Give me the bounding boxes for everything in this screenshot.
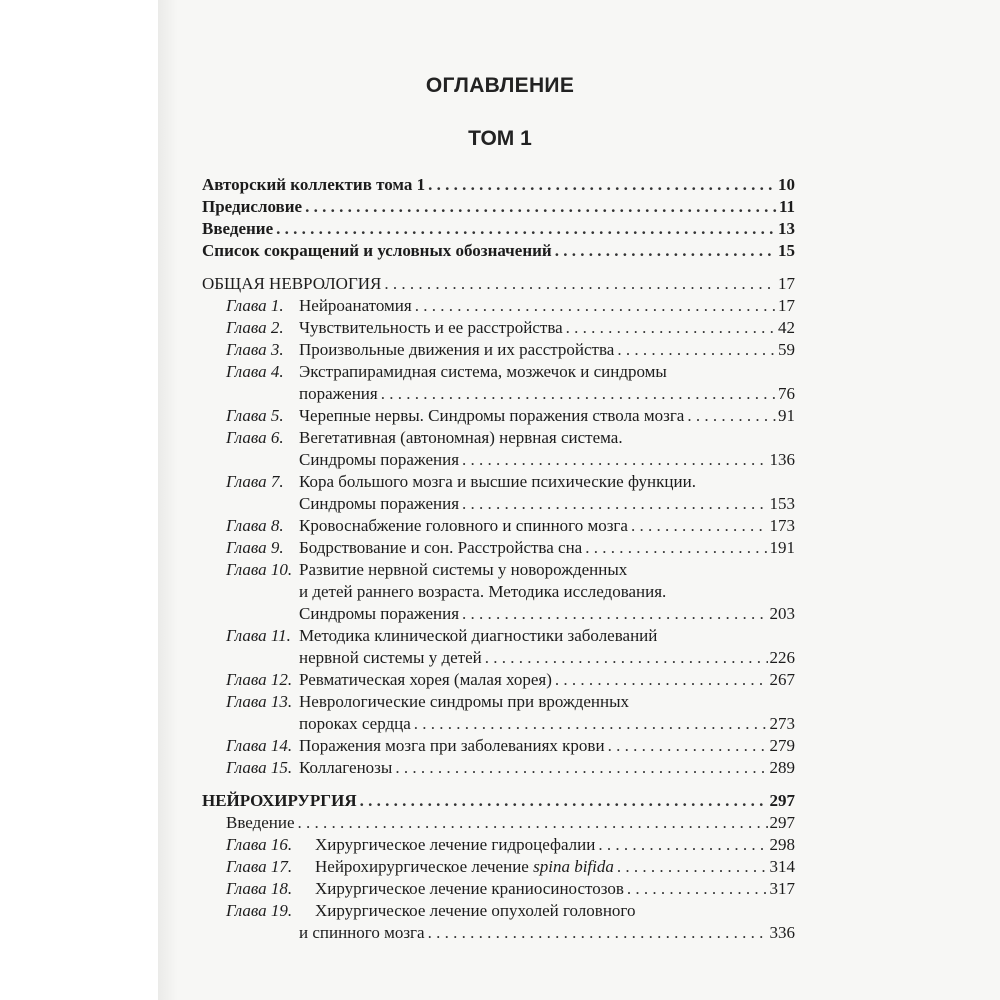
page-number: 42	[778, 318, 795, 337]
chapter-title-line: Развитие нервной системы у новорожденных	[299, 560, 628, 579]
section-heading: НЕЙРОХИРУРГИЯ . . . 297	[202, 790, 795, 812]
page-number: 226	[769, 648, 795, 667]
chapter-label: Глава 6.	[226, 428, 284, 447]
dot-leader	[585, 537, 767, 559]
toc-heading: ОГЛАВЛЕНИЕ	[425, 74, 575, 97]
chapter-label: Глава 16.	[226, 835, 293, 854]
toc-entry: Предисловие . . . 11	[202, 196, 795, 218]
chapter-entry	[202, 405, 795, 427]
section-neurosurgery	[202, 790, 795, 944]
chapter-label: Глава 18.	[226, 879, 293, 898]
chapter-label: Глава 1.	[226, 296, 284, 315]
chapter-title: Поражения мозга при заболеваниях крови	[299, 735, 608, 757]
chapter-entry	[202, 691, 795, 713]
toc-entry: Введение . . . 297	[202, 812, 795, 834]
page-number: 173	[769, 516, 795, 535]
chapter-entry	[202, 559, 795, 581]
chapter-label: Глава 5.	[226, 406, 284, 425]
page-number: 17	[778, 296, 795, 315]
chapter-label: Глава 4.	[226, 362, 284, 381]
chapter-title: Черепные нервы. Синдромы поражения ствола мозга	[299, 405, 687, 427]
page-number: 76	[778, 384, 795, 403]
chapter-title: Синдромы поражения	[299, 493, 462, 515]
chapter-title-line: Методика клинической диагностики заболеваний	[299, 626, 658, 645]
chapter-label: Глава 10.	[226, 560, 293, 579]
page-number: 59	[778, 340, 795, 359]
dot-leader	[617, 339, 776, 361]
chapter-title: Коллагенозы	[299, 757, 395, 779]
chapter-title-line: Вегетативная (автономная) нервная система.	[299, 428, 623, 447]
dot-leader	[687, 405, 776, 427]
chapter-entry	[202, 757, 795, 779]
dot-leader	[485, 647, 768, 669]
toc-entry: Авторский коллектив тома 1 . . . 10	[202, 174, 795, 196]
chapter-title: Синдромы поражения	[299, 449, 462, 471]
chapter-entry	[202, 295, 795, 317]
page-number: 91	[778, 406, 795, 425]
chapter-label: Глава 13.	[226, 692, 293, 711]
chapter-title: Чувствительность и ее расстройства	[299, 317, 566, 339]
dot-leader	[462, 603, 767, 625]
chapter-entry-cont	[202, 647, 795, 669]
chapter-title: Ревматическая хорея (малая хорея)	[299, 669, 555, 691]
chapter-entry: Глава 19. Хирургическое лечение опухолей головного	[226, 901, 636, 920]
volume-title: ТОМ 1	[468, 127, 532, 150]
chapter-label: Глава 14.	[226, 736, 293, 755]
chapter-title: Произвольные движения и их расстройства	[299, 339, 617, 361]
page-number: 203	[769, 604, 795, 623]
dot-leader	[462, 449, 767, 471]
chapter-label: Глава 12.	[226, 670, 293, 689]
chapter-entry-cont	[202, 449, 795, 471]
page-number: 191	[769, 538, 795, 557]
dot-leader	[414, 713, 768, 735]
dot-leader	[608, 735, 768, 757]
chapter-title: нервной системы у детей	[299, 647, 485, 669]
chapter-entry-cont	[202, 581, 795, 603]
chapter-label: Глава 8.	[226, 516, 284, 535]
section-heading: ОБЩАЯ НЕВРОЛОГИЯ . . . 17	[202, 273, 795, 295]
chapter-title: поражения	[299, 383, 381, 405]
chapter-label: Глава 11.	[226, 626, 291, 645]
dot-leader	[631, 515, 768, 537]
chapter-entry	[202, 471, 795, 493]
chapter-title: пороках сердца	[299, 713, 414, 735]
section-general-neurology	[202, 273, 795, 779]
chapter-title: Синдромы поражения	[299, 603, 462, 625]
chapter-title-line: и детей раннего возраста. Методика исследования.	[299, 582, 667, 601]
chapter-title: Кровоснабжение головного и спинного мозга	[299, 515, 631, 537]
chapter-label: Глава 7.	[226, 472, 284, 491]
chapter-label: Глава 2.	[226, 318, 284, 337]
chapter-entry	[202, 427, 795, 449]
chapter-label: Глава 17.	[226, 857, 293, 876]
page-number: 279	[769, 736, 795, 755]
chapter-entry: Глава 16. Хирургическое лечение гидроцефалии . . . 298	[202, 834, 795, 856]
dot-leader	[555, 669, 768, 691]
chapter-entry	[202, 361, 795, 383]
page-number: 289	[769, 758, 795, 777]
dot-leader	[381, 383, 776, 405]
chapter-label: Глава 15.	[226, 758, 293, 777]
chapter-entry	[202, 537, 795, 559]
toc-entry: Список сокращений и условных обозначений . . . 15	[202, 240, 795, 262]
front-matter	[202, 174, 795, 262]
chapter-entry-cont	[202, 383, 795, 405]
page-number: 136	[769, 450, 795, 469]
page-number: 273	[769, 714, 795, 733]
chapter-entry-cont: и спинного мозга . . . 336	[202, 922, 795, 944]
chapter-entry	[202, 669, 795, 691]
chapter-entry	[202, 515, 795, 537]
chapter-entry	[202, 339, 795, 361]
chapter-entry-cont	[202, 713, 795, 735]
chapter-title-line: Экстрапирамидная система, мозжечок и синдромы	[299, 362, 667, 381]
page-number: 267	[769, 670, 795, 689]
chapter-label: Глава 3.	[226, 340, 284, 359]
chapter-entry	[202, 625, 795, 647]
chapter-label: Глава 19.	[226, 901, 293, 920]
page-number: 153	[769, 494, 795, 513]
chapter-entry-cont	[202, 603, 795, 625]
chapter-title: Нейроанатомия	[299, 295, 415, 317]
chapter-entry-cont	[202, 493, 795, 515]
chapter-title-line: Неврологические синдромы при врожденных	[299, 692, 629, 711]
dot-leader	[395, 757, 767, 779]
dot-leader	[566, 317, 776, 339]
chapter-entry: Глава 17. Нейрохирургическое лечение spina bifida . . . 314	[202, 856, 795, 878]
dot-leader	[415, 295, 776, 317]
chapter-entry	[202, 317, 795, 339]
dot-leader	[462, 493, 767, 515]
chapter-label: Глава 9.	[226, 538, 284, 557]
chapter-entry: Глава 18. Хирургическое лечение краниосиностозов . . . 317	[202, 878, 795, 900]
chapter-title-line: Кора большого мозга и высшие психические функции.	[299, 472, 696, 491]
chapter-entry	[202, 735, 795, 757]
chapter-title: Бодрствование и сон. Расстройства сна	[299, 537, 585, 559]
toc-entry: Введение . . . 13	[202, 218, 795, 240]
